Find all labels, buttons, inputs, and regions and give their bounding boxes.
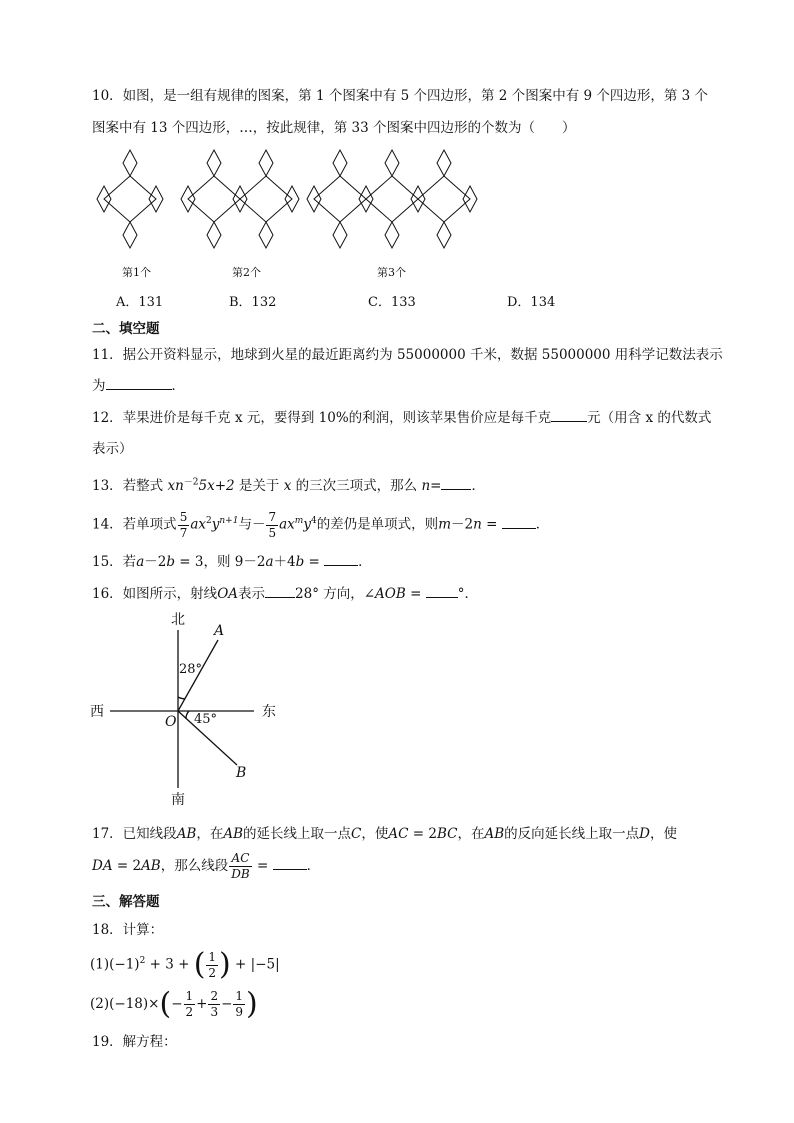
q10-pattern-figure: [90, 140, 510, 270]
answer-blank: [502, 516, 536, 529]
angle-arc-28: [178, 697, 185, 699]
quad: [207, 222, 221, 248]
q12-line2: 表示）: [92, 441, 133, 457]
answer-blank: [551, 409, 587, 422]
fraction: $\frac{1}{2}$: [208, 949, 217, 980]
pattern-1: [97, 150, 163, 248]
quad: [385, 150, 399, 176]
answer-blank: [106, 377, 172, 390]
fraction: $\frac{1}{9}$: [235, 989, 244, 1019]
q18-title: 18．计算：: [92, 922, 164, 938]
q16-line: 16．如图所示，射线OA表示 28° 方向，∠AOB = °．: [92, 586, 478, 602]
quad: [104, 176, 156, 222]
q11-line1: 11．据公开资料显示，地球到火星的最近距离约为 55000000 千米，数据 55000000 用科学记数法表示: [92, 347, 723, 363]
label-east: 东: [262, 704, 276, 720]
label-a: A: [214, 623, 225, 639]
angle-label-28: 28°: [179, 662, 203, 677]
quad: [437, 150, 451, 176]
label-west: 西: [90, 704, 104, 720]
q12-line1: 12．苹果进价是每千克 x 元，要得到 10%的利润，则该苹果售价应是每千克 元（用含 x 的代数式: [92, 410, 712, 426]
caption-pattern-2: 第2个: [232, 266, 261, 279]
q17-line2: DA = 2AB，那么线段 $\frac{AC}{DB}$ = ．: [92, 851, 321, 881]
quad: [259, 150, 273, 176]
pattern-3: [307, 150, 477, 248]
fraction: $\frac{7}{5}$: [268, 509, 277, 540]
q13-line: 13．若整式 $xn^{-2}5x+2$ 是关于 x 的三次三项式，那么 n= ．: [92, 477, 485, 494]
option-a: A．131: [116, 295, 164, 310]
quad: [437, 222, 451, 248]
answer-blank: [324, 553, 358, 566]
fraction: $\frac{2}{3}$: [210, 989, 219, 1019]
angle-arc-45: [186, 711, 189, 719]
quad: [333, 150, 347, 176]
q19-title: 19．解方程：: [92, 1034, 177, 1050]
q14-line: 14．若单项式 $\frac{5}{7}$ $ax^2y^{n+1}$与－ $\frac{7}{5}$ $ax^my^4$的差仍是单项式，则m－2n = ．: [92, 509, 550, 540]
fraction: $\frac{AC}{DB}$: [231, 851, 250, 881]
answer-blank: [265, 585, 295, 598]
label-south: 南: [171, 792, 185, 808]
label-north: 北: [171, 612, 185, 628]
quad: [333, 222, 347, 248]
option-c: C．133: [368, 295, 416, 310]
fraction: $\frac{1}{2}$: [185, 989, 194, 1019]
quad: [259, 222, 273, 248]
label-b: B: [236, 765, 247, 781]
quad: [123, 150, 137, 176]
answer-blank: [273, 857, 307, 870]
q11-line2: 为 ．: [92, 378, 185, 394]
pattern-2: [181, 150, 299, 248]
fraction: $\frac{5}{7}$: [179, 509, 188, 540]
quad: [385, 222, 399, 248]
quad: [188, 176, 240, 222]
label-o: O: [165, 714, 177, 730]
quad: [366, 176, 418, 222]
q10-line1: 10．如图，是一组有规律的图案，第 1 个图案中有 5 个四边形，第 2 个图案中有 9 个四边形，第 3 个: [92, 88, 709, 104]
quad: [240, 176, 292, 222]
option-b: B．132: [229, 295, 277, 310]
section-fill-in-heading: 二、填空题: [92, 321, 160, 337]
option-d: D．134: [507, 295, 556, 310]
section-solve-heading: 三、解答题: [92, 894, 160, 910]
q10-line2: 图案中有 13 个四边形，…，按此规律，第 33 个图案中四边形的个数为（ ）: [92, 120, 576, 136]
quad: [207, 150, 221, 176]
q18-part1: $(1)(-1)^2 + 3$ + ( $\frac{1}{2}$ ) + |−5|: [90, 947, 280, 982]
caption-pattern-3: 第3个: [377, 266, 406, 279]
quad: [418, 176, 470, 222]
caption-pattern-1: 第1个: [122, 266, 151, 279]
angle-label-45: 45°: [194, 712, 218, 727]
answer-blank: [441, 477, 471, 490]
answer-blank: [426, 585, 458, 598]
q15-line: 15．若a－2b = 3，则 9－2a＋4b = ．: [92, 554, 372, 570]
compass-figure: [80, 605, 300, 815]
q17-line1: 17．已知线段AB，在AB的延长线上取一点C，使AC = 2BC，在AB的反向延长线上取一点D，使: [92, 826, 677, 842]
q18-part2: (2)(−18)×(− $\frac{1}{2}$ + $\frac{2}{3}$ − $\frac{1}{9}$ ): [90, 986, 258, 1022]
quad: [314, 176, 366, 222]
quad: [123, 222, 137, 248]
